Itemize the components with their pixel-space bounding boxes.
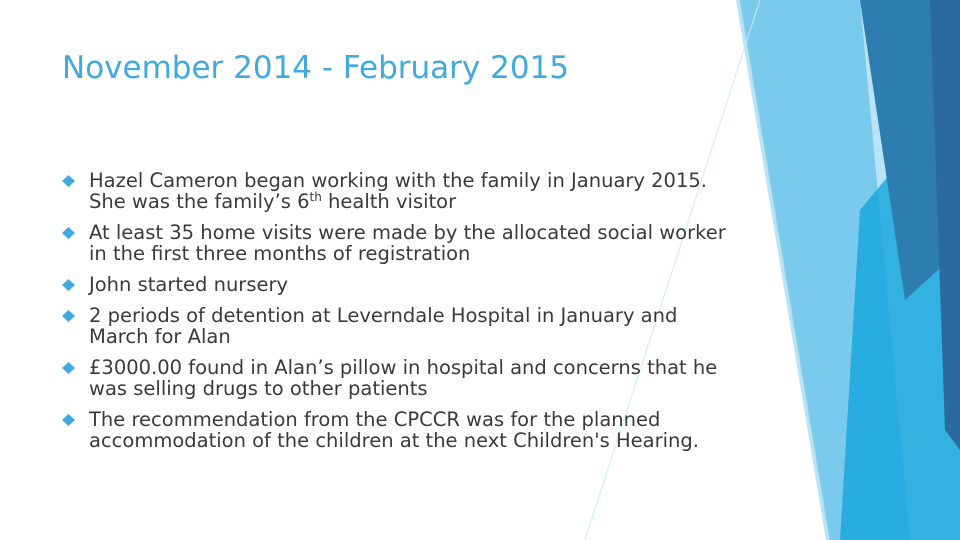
diamond-bullet-icon: [62, 175, 75, 187]
list-item: [62, 357, 732, 399]
slide-title: November 2014 - February 2015: [62, 50, 570, 86]
bullet-text: The recommendation from the CPCCR was for the planned accommodation of the children at the next Children's Hearing.: [89, 408, 699, 452]
list-item: [62, 274, 732, 295]
bullet-text: health visitor: [321, 190, 457, 213]
diamond-bullet-icon: [62, 279, 75, 291]
bullet-text: At least 35 home visits were made by the allocated social worker in the first three months of registration: [89, 221, 726, 265]
diamond-bullet-icon: [62, 310, 75, 322]
list-item: [62, 222, 732, 264]
list-item: [62, 170, 732, 212]
bullet-text: 2 periods of detention at Leverndale Hospital in January and March for Alan: [89, 304, 678, 348]
bullet-text: £3000.00 found in Alan’s pillow in hospital and concerns that he was selling drugs to other patients: [89, 356, 718, 400]
list-item: [62, 305, 732, 347]
bullet-text: John started nursery: [89, 273, 289, 296]
bullet-list: [62, 170, 732, 461]
bullet-superscript: th: [309, 190, 322, 204]
diamond-bullet-icon: [62, 414, 75, 426]
list-item: [62, 409, 732, 451]
diamond-bullet-icon: [62, 362, 75, 374]
diamond-bullet-icon: [62, 227, 75, 239]
bullet-text: Hazel Cameron began working with the family in January 2015. She was the family’s 6: [89, 169, 707, 213]
